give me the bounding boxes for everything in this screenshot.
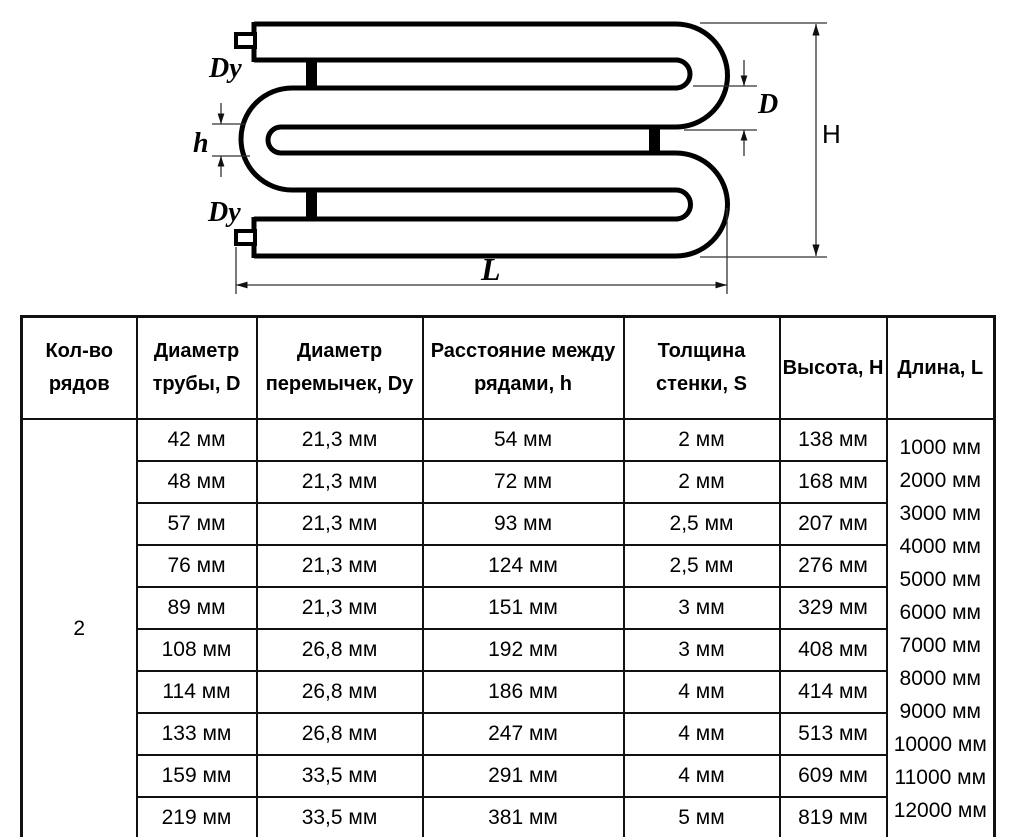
cell-row-spacing: 72 мм (423, 461, 624, 503)
table-row (22, 755, 995, 797)
cell-row-spacing: 381 мм (423, 797, 624, 837)
table-row (22, 629, 995, 671)
cell-row-spacing: 124 мм (423, 545, 624, 587)
cell-row-spacing: 192 мм (423, 629, 624, 671)
cell-jumper-diameter: 33,5 мм (257, 797, 423, 837)
cell-height: 276 мм (780, 545, 887, 587)
col-header-length: Длина, L (887, 317, 995, 420)
table-row (22, 419, 995, 461)
col-header-wall-thickness: Толщина стенки, S (624, 317, 780, 420)
table-row (22, 713, 995, 755)
jumper-bar-bottom-left (306, 190, 317, 219)
cell-jumper-diameter: 21,3 мм (257, 419, 423, 461)
cell-wall-thickness: 4 мм (624, 713, 780, 755)
length-item: 12000 мм (893, 799, 987, 822)
length-item: 5000 мм (899, 568, 981, 591)
length-item: 9000 мм (899, 700, 981, 723)
cell-pipe-diameter: 76 мм (137, 545, 257, 587)
cell-height: 329 мм (780, 587, 887, 629)
cell-row-spacing: 186 мм (423, 671, 624, 713)
length-item: 1000 мм (899, 436, 981, 459)
cell-pipe-diameter: 57 мм (137, 503, 257, 545)
length-item: 10000 мм (893, 733, 987, 756)
cell-row-spacing: 151 мм (423, 587, 624, 629)
table-row (22, 587, 995, 629)
cell-wall-thickness: 5 мм (624, 797, 780, 837)
cell-row-spacing: 291 мм (423, 755, 624, 797)
length-item: 8000 мм (899, 667, 981, 690)
length-item: 6000 мм (899, 601, 981, 624)
cell-height: 168 мм (780, 461, 887, 503)
inlet-stub (236, 34, 255, 47)
arrow-up-icon (218, 156, 225, 167)
cell-wall-thickness: 3 мм (624, 587, 780, 629)
pipe-register-diagram (0, 0, 1012, 310)
rows-count-cell: 2 (22, 419, 137, 837)
cell-row-spacing: 93 мм (423, 503, 624, 545)
cell-height: 207 мм (780, 503, 887, 545)
cell-height: 408 мм (780, 629, 887, 671)
col-header-pipe-diameter: Диаметр трубы, D (137, 317, 257, 420)
arrow-down-icon (741, 76, 748, 87)
cell-wall-thickness: 3 мм (624, 629, 780, 671)
cell-jumper-diameter: 26,8 мм (257, 671, 423, 713)
cell-height: 609 мм (780, 755, 887, 797)
height-label: H (822, 119, 841, 149)
table-row (22, 461, 995, 503)
cell-pipe-diameter: 48 мм (137, 461, 257, 503)
cell-pipe-diameter: 114 мм (137, 671, 257, 713)
spec-table (20, 315, 996, 837)
cell-pipe-diameter: 42 мм (137, 419, 257, 461)
h-label: h (193, 128, 209, 159)
cell-pipe-diameter: 133 мм (137, 713, 257, 755)
cell-height: 414 мм (780, 671, 887, 713)
dy-bottom-label: Dy (208, 197, 241, 228)
cell-row-spacing: 247 мм (423, 713, 624, 755)
dy-top-label: Dy (209, 53, 242, 84)
cell-row-spacing: 54 мм (423, 419, 624, 461)
arrow-up-icon (812, 24, 819, 36)
cell-wall-thickness: 2 мм (624, 419, 780, 461)
table-row (22, 545, 995, 587)
arrow-down-icon (218, 114, 225, 125)
dim-height (700, 23, 841, 257)
arrow-up-icon (741, 130, 748, 141)
cell-wall-thickness: 4 мм (624, 671, 780, 713)
d-label: D (758, 89, 779, 120)
cell-pipe-diameter: 89 мм (137, 587, 257, 629)
cell-pipe-diameter: 159 мм (137, 755, 257, 797)
pipe-register-drawing (0, 0, 1012, 310)
table-row (22, 797, 995, 837)
lengths-cell (887, 419, 995, 837)
col-header-height: Высота, H (780, 317, 887, 420)
pipe-wall-lines (254, 22, 678, 258)
cell-jumper-diameter: 21,3 мм (257, 461, 423, 503)
cell-height: 513 мм (780, 713, 887, 755)
cell-wall-thickness: 2 мм (624, 461, 780, 503)
table-row (22, 503, 995, 545)
length-label: L (481, 251, 501, 287)
table-row (22, 671, 995, 713)
length-item: 2000 мм (899, 469, 981, 492)
dim-d (684, 60, 778, 156)
cell-jumper-diameter: 33,5 мм (257, 755, 423, 797)
jumper-bar-middle-right (649, 127, 660, 153)
arrow-right-icon (716, 282, 728, 289)
col-header-row-spacing: Расстояние между рядами, h (423, 317, 624, 420)
cell-jumper-diameter: 21,3 мм (257, 587, 423, 629)
length-item: 11000 мм (894, 766, 987, 789)
length-item: 4000 мм (899, 535, 981, 558)
arrow-down-icon (812, 245, 819, 257)
cell-wall-thickness: 2,5 мм (624, 545, 780, 587)
jumper-bar-top-left (306, 60, 317, 88)
cell-jumper-diameter: 26,8 мм (257, 713, 423, 755)
length-item: 3000 мм (899, 502, 981, 525)
cell-pipe-diameter: 219 мм (137, 797, 257, 837)
cell-wall-thickness: 4 мм (624, 755, 780, 797)
col-header-rows-count: Кол-во рядов (22, 317, 137, 420)
cell-height: 819 мм (780, 797, 887, 837)
length-item: 7000 мм (899, 634, 981, 657)
cell-jumper-diameter: 26,8 мм (257, 629, 423, 671)
spec-table-header (22, 317, 995, 420)
col-header-jumper-diameter: Диаметр перемычек, Dy (257, 317, 423, 420)
cell-pipe-diameter: 108 мм (137, 629, 257, 671)
cell-jumper-diameter: 21,3 мм (257, 545, 423, 587)
cell-height: 138 мм (780, 419, 887, 461)
cell-jumper-diameter: 21,3 мм (257, 503, 423, 545)
arrow-left-icon (236, 282, 248, 289)
outlet-stub (236, 231, 255, 244)
cell-wall-thickness: 2,5 мм (624, 503, 780, 545)
